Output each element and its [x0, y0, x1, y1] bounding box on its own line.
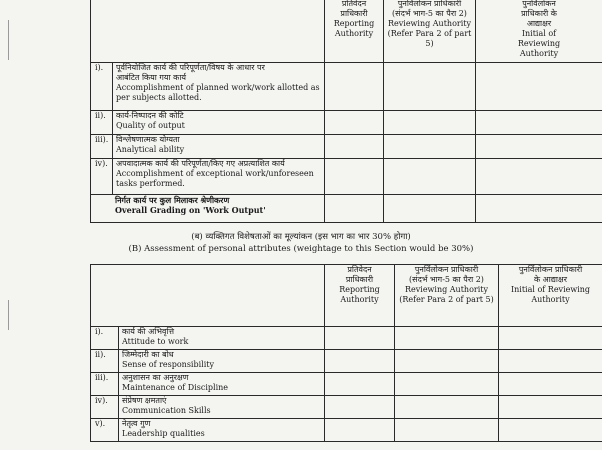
row-number: ii). — [91, 111, 113, 135]
table-row — [91, 350, 602, 373]
initial-cell[interactable] — [476, 159, 602, 195]
row-number: iv). — [91, 396, 119, 419]
reporting-cell[interactable] — [325, 195, 384, 223]
reviewing-cell[interactable] — [384, 195, 476, 223]
reporting-cell[interactable] — [325, 135, 384, 159]
row-number: iii). — [91, 135, 113, 159]
row-line: निर्गत कार्य पर कुल मिलाकर श्रेणीकरण — [115, 195, 230, 205]
hdr-line: पुनर्विलोकन प्राधिकारी — [414, 265, 479, 274]
reporting-cell[interactable] — [325, 373, 395, 396]
header-reviewing — [395, 265, 499, 327]
row-number: i). — [91, 327, 119, 350]
row-line: Leadership qualities — [122, 429, 205, 438]
hdr-line: पुनर्विलोकन प्राधिकारी — [518, 265, 583, 274]
row-line: आबंटित किया गया कार्य — [116, 73, 187, 82]
row-line: विश्लेषणात्मक योग्यता — [116, 135, 180, 144]
reporting-cell[interactable] — [325, 111, 384, 135]
table-row — [91, 111, 602, 135]
initial-cell[interactable] — [499, 350, 602, 373]
row-label — [119, 373, 325, 396]
initial-cell[interactable] — [476, 135, 602, 159]
reporting-cell[interactable] — [325, 159, 384, 195]
hdr-line: प्राधिकारी — [340, 9, 368, 18]
row-line: Maintenance of Discipline — [122, 383, 229, 392]
margin-mark — [8, 20, 9, 60]
hdr-line: (संदर्भ भाग-5 का पैरा 2) — [409, 275, 484, 284]
row-line: कार्य-निष्पादन की कोटि — [116, 111, 184, 120]
initial-cell[interactable] — [499, 327, 602, 350]
reviewing-cell[interactable] — [395, 373, 499, 396]
row-line: नेतृत्व गुण — [122, 419, 151, 428]
row-line: Quality of output — [116, 121, 185, 130]
hdr-line: आद्याक्षर — [526, 19, 552, 28]
reviewing-cell[interactable] — [395, 396, 499, 419]
row-label — [119, 396, 325, 419]
reporting-cell[interactable] — [325, 396, 395, 419]
row-number: iv). — [91, 159, 113, 195]
row-line: Sense of responsibility — [122, 360, 215, 369]
row-label — [113, 63, 325, 111]
row-line: Accomplishment of planned work/work allotted as — [116, 83, 320, 92]
initial-cell[interactable] — [476, 195, 602, 223]
hdr-line: Reporting — [339, 285, 380, 294]
row-label — [119, 327, 325, 350]
hdr-line: प्राधिकारी — [345, 275, 374, 284]
hdr-line: Reviewing Authority — [387, 19, 472, 28]
hdr-line: पुनर्विलोकन — [522, 0, 556, 8]
row-line: अनुशासन का अनुरक्षण — [122, 373, 189, 382]
hdr-line: के आद्याक्षर — [534, 275, 567, 284]
hdr-line: (संदर्भ भाग-5 का पैरा 2) — [392, 9, 467, 18]
row-line: जिम्मेदारी का बोध — [122, 350, 174, 359]
row-line: Communication Skills — [122, 406, 211, 415]
section-caption-hindi: (ब) व्यक्तिगत विशेषताओं का मूल्यांकन (इस भाग का भार 30% होगा) — [191, 232, 411, 242]
header-reporting — [325, 0, 384, 63]
row-line: संप्रेषण क्षमताएं — [122, 396, 167, 405]
margin-mark — [8, 300, 9, 330]
hdr-line: Reviewing — [517, 39, 561, 48]
table-row — [91, 327, 602, 350]
row-line: Accomplishment of exceptional work/unforeseen — [116, 169, 314, 178]
row-line: per subjects allotted. — [116, 93, 202, 102]
initial-cell[interactable] — [499, 373, 602, 396]
row-number: ii). — [91, 350, 119, 373]
row-number: v). — [91, 419, 119, 442]
row-line: Attitude to work — [122, 337, 189, 346]
row-label — [119, 350, 325, 373]
hdr-line: Authority — [519, 49, 559, 58]
overall-grading-row — [91, 195, 602, 223]
hdr-line: Reviewing Authority — [404, 285, 489, 294]
header-row — [91, 265, 602, 327]
reviewing-cell[interactable] — [384, 111, 476, 135]
reporting-cell[interactable] — [325, 327, 395, 350]
row-line: अपवादात्मक कार्य की परिपूर्णता/किए गए अप्रत्याशित कार्य — [116, 159, 285, 168]
row-line: tasks performed. — [116, 179, 185, 188]
row-label — [113, 111, 325, 135]
row-label — [113, 159, 325, 195]
row-label — [119, 419, 325, 442]
row-number: iii). — [91, 373, 119, 396]
header-blank — [91, 265, 325, 327]
initial-cell[interactable] — [499, 396, 602, 419]
reviewing-cell[interactable] — [395, 350, 499, 373]
overall-grading-label — [91, 195, 325, 223]
row-line: पूर्वनियोजित कार्य की परिपूर्णता/विषय के आधार पर — [116, 63, 265, 72]
hdr-line: Initial of Reviewing — [510, 285, 591, 294]
section-caption-english: (B) Assessment of personal attributes (weightage to this Section would be 30%) — [128, 244, 474, 254]
row-line: Analytical ability — [116, 145, 185, 154]
hdr-line: Authority — [340, 295, 379, 304]
reviewing-cell[interactable] — [384, 135, 476, 159]
hdr-line: Reporting — [333, 19, 375, 28]
reporting-cell[interactable] — [325, 350, 395, 373]
reviewing-cell[interactable] — [384, 159, 476, 195]
hdr-line: Authority — [334, 29, 374, 38]
row-label — [113, 135, 325, 159]
personal-attributes-table — [90, 264, 602, 442]
row-line: कार्य की अभिवृत्ति — [122, 327, 175, 336]
table-row — [91, 63, 602, 111]
initial-cell[interactable] — [476, 111, 602, 135]
hdr-line: (Refer Para 2 of part 5) — [399, 295, 494, 304]
header-reporting — [325, 265, 395, 327]
row-number: i). — [91, 63, 113, 111]
table-row — [91, 373, 602, 396]
hdr-line: Initial of — [521, 29, 557, 38]
hdr-line: पुनर्विलोकन प्राधिकारी — [397, 0, 462, 8]
hdr-line: (Refer Para 2 of part 5) — [387, 29, 472, 48]
hdr-line: प्रतिवेदन — [341, 0, 367, 8]
header-row — [91, 0, 602, 63]
header-initial — [476, 0, 602, 63]
header-reviewing — [384, 0, 476, 63]
reviewing-cell[interactable] — [395, 327, 499, 350]
reviewing-cell[interactable] — [395, 419, 499, 442]
hdr-line: प्रतिवेदन — [347, 265, 372, 274]
reporting-cell[interactable] — [325, 419, 395, 442]
header-initial — [499, 265, 602, 327]
hdr-line: प्राधिकारी के — [521, 9, 557, 18]
initial-cell[interactable] — [499, 419, 602, 442]
reviewing-cell[interactable] — [384, 63, 476, 111]
header-blank — [91, 0, 325, 63]
table-row — [91, 419, 602, 442]
table-row — [91, 135, 602, 159]
hdr-line: Authority — [531, 295, 570, 304]
initial-cell[interactable] — [476, 63, 602, 111]
table-row — [91, 396, 602, 419]
work-output-table — [90, 0, 602, 223]
table-row — [91, 159, 602, 195]
row-line: Overall Grading on 'Work Output' — [115, 205, 266, 215]
reporting-cell[interactable] — [325, 63, 384, 111]
